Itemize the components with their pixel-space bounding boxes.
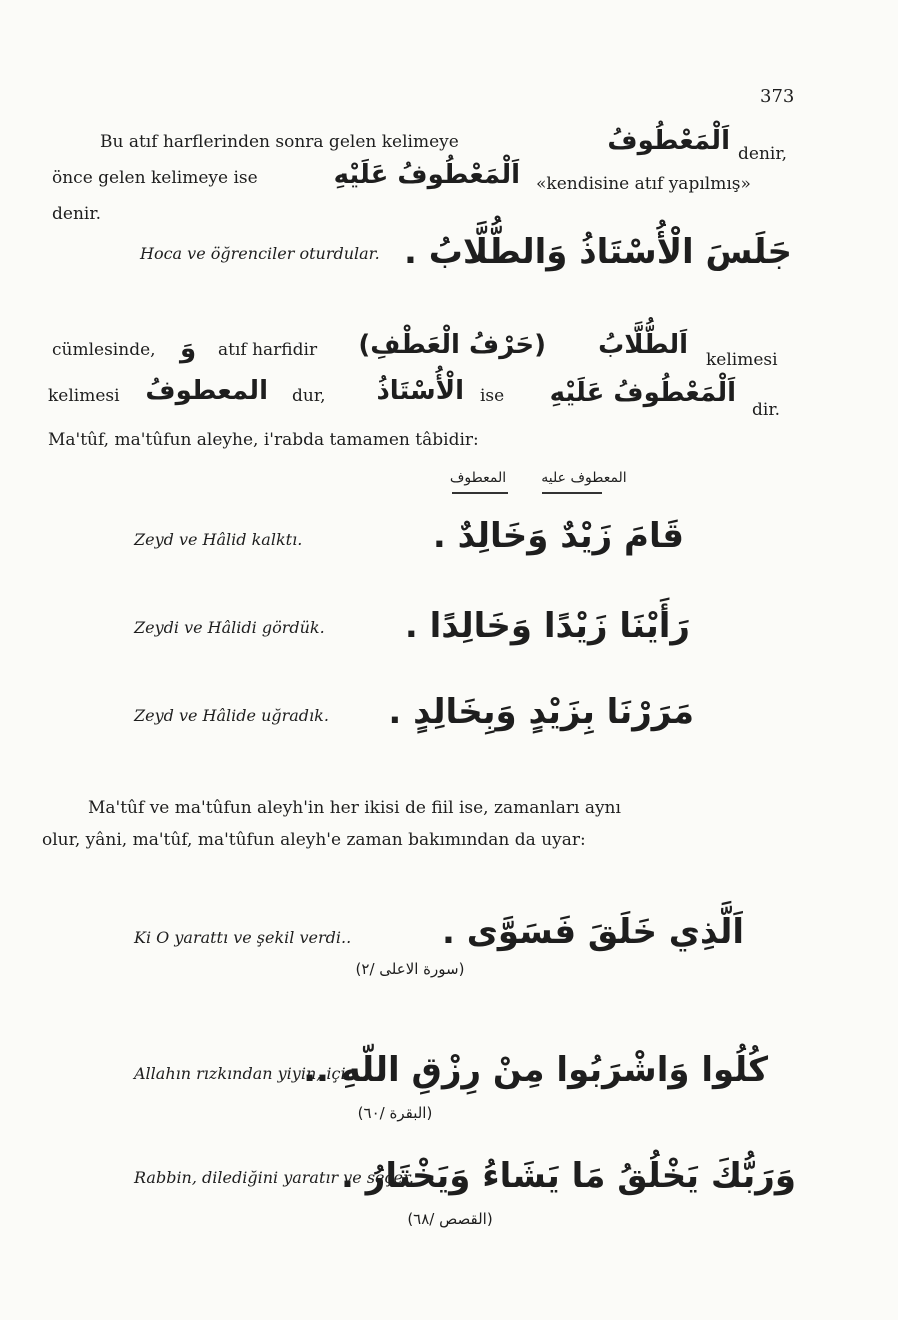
verse-3-reference: (القصص /٦٨) xyxy=(407,1210,493,1228)
explanation-text-2b: dur, xyxy=(292,386,326,406)
arabic-matuf-aleyh: اَلْمَعْطُوفُ عَلَيْهِ xyxy=(333,160,520,190)
arabic-harf-atf: (حَرْفُ الْعَطْفِ) xyxy=(358,330,546,360)
header-matuf-aleyh: المعطوف عليه xyxy=(541,470,627,486)
explanation-text-2d: dir. xyxy=(752,400,780,420)
arabic-waw: وَ xyxy=(180,334,197,364)
paragraph-2-line-2: olur, yâni, ma'tûf, ma'tûfun aleyh'e zaman bakımından da uyar: xyxy=(42,830,586,850)
verse-3-translation: Rabbin, dilediğini yaratır ve seçer. xyxy=(134,1168,414,1187)
verse-3-arabic: وَرَبُّكَ يَخْلُقُ مَا يَشَاءُ وَيَخْتَارُ . xyxy=(341,1156,796,1196)
verse-2-reference: (البقرة /٦٠) xyxy=(357,1104,433,1122)
intro-line-2: önce gelen kelimeye ise xyxy=(52,168,258,188)
arabic-matuf: اَلْمَعْطُوفُ xyxy=(607,126,730,156)
example-3-arabic: مَرَرْنَا بِزَيْدٍ وَبِخَالِدٍ . xyxy=(388,692,694,732)
arabic-ustaz: الْأُسْتَاذُ xyxy=(376,376,464,406)
verse-1-arabic: اَلَّذِي خَلَقَ فَسَوَّى . xyxy=(441,912,744,952)
arabic-matuf-aleyh-2: اَلْمَعْطُوفُ عَلَيْهِ xyxy=(549,378,736,408)
explanation-text-1c: kelimesi xyxy=(706,350,778,370)
header-matuf-rule xyxy=(452,492,508,494)
example-2-translation: Zeydi ve Hâlidi gördük. xyxy=(134,618,325,637)
explanation-text-3: Ma'tûf, ma'tûfun aleyhe, i'rabda tamamen tâbidir: xyxy=(48,430,479,450)
intro-line-1: Bu atıf harflerinden sonra gelen kelimeye xyxy=(100,132,459,152)
example-1-arabic: قَامَ زَيْدٌ وَخَالِدٌ . xyxy=(432,516,684,556)
verse-1-reference: (سورة الاعلى /٢) xyxy=(355,960,465,978)
main-example-translation: Hoca ve öğrenciler oturdular. xyxy=(140,244,380,263)
verse-2-arabic: كُلُوا وَاشْرَبُوا مِنْ رِزْقِ اللّهِ .. xyxy=(303,1050,768,1090)
example-2-arabic: رَأَيْنَا زَيْدًا وَخَالِدًا . xyxy=(404,606,690,646)
explanation-text-1b: atıf harfidir xyxy=(218,340,318,360)
explanation-text-2c: ise xyxy=(480,386,505,406)
header-matuf-aleyh-rule xyxy=(542,492,602,494)
arabic-tullab: اَلطُّلَّابُ xyxy=(598,330,688,360)
verse-2-translation: Allahın rızkından yiyin, için.. xyxy=(134,1064,367,1083)
intro-line-2-end: «kendisine atıf yapılmış» xyxy=(536,174,751,194)
verse-1-translation: Ki O yarattı ve şekil verdi.. xyxy=(134,928,352,947)
header-matuf: المعطوف xyxy=(449,470,507,486)
page-number: 373 xyxy=(760,86,795,107)
intro-line-1-end: denir, xyxy=(738,144,787,164)
explanation-text-1a: cümlesinde, xyxy=(52,340,156,360)
arabic-matuf-2: المعطوفُ xyxy=(145,376,268,406)
example-1-translation: Zeyd ve Hâlid kalktı. xyxy=(134,530,303,549)
example-3-translation: Zeyd ve Hâlide uğradık. xyxy=(134,706,329,725)
explanation-text-2a: kelimesi xyxy=(48,386,120,406)
paragraph-2-line-1: Ma'tûf ve ma'tûfun aleyh'in her ikisi de fiil ise, zamanları aynı xyxy=(88,798,621,818)
intro-line-3: denir. xyxy=(52,204,101,224)
main-example-arabic: جَلَسَ الْأُسْتَاذُ وَالطُّلَّابُ . xyxy=(403,232,792,272)
